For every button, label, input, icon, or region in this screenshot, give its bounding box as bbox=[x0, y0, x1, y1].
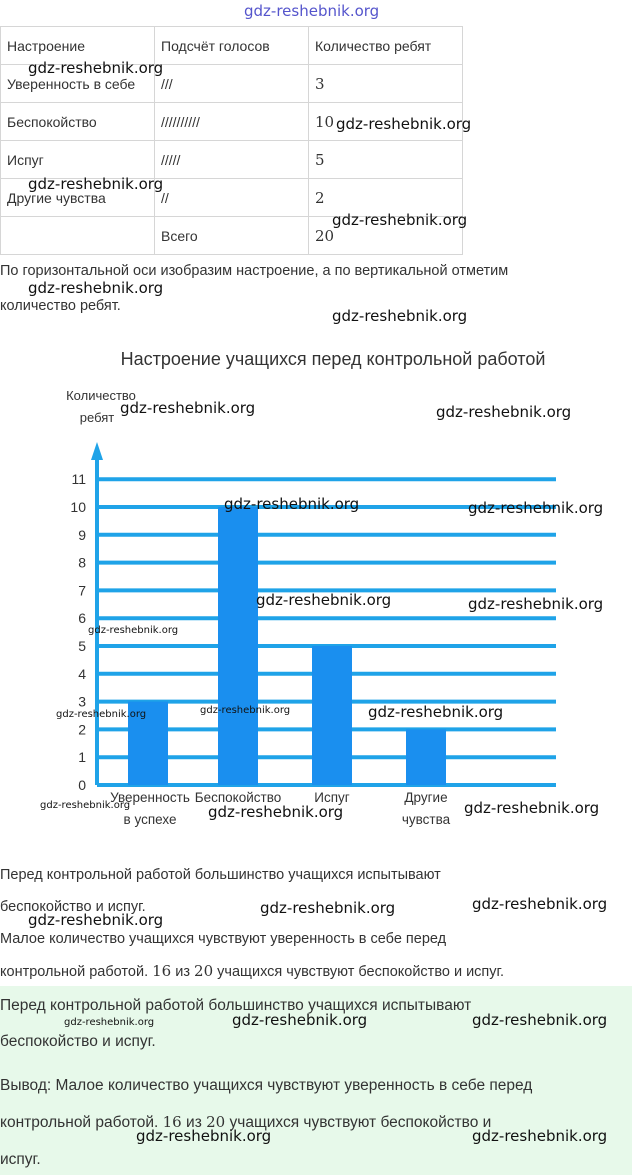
x-category-label: Испуг bbox=[314, 790, 350, 805]
watermark: gdz-reshebnik.org bbox=[88, 625, 179, 636]
conclusion-p1-line1: Перед контрольной работой большинство учащихся испытывают bbox=[0, 997, 472, 1014]
cell-count: 10 bbox=[309, 103, 463, 141]
conclusion-p1-line2: беспокойство и испуг. bbox=[0, 1033, 156, 1050]
watermark: gdz-reshebnik.org bbox=[472, 895, 608, 913]
y-tick-label: 6 bbox=[78, 610, 86, 627]
y-tick-label: 9 bbox=[78, 526, 86, 543]
site-title[interactable]: gdz-reshebnik.org bbox=[244, 2, 380, 20]
number-20: 20 bbox=[206, 1113, 226, 1131]
text-fragment: из bbox=[175, 964, 191, 980]
watermark: gdz-reshebnik.org bbox=[468, 595, 604, 613]
text-fragment: учащихся чувствуют беспокойство и испуг. bbox=[217, 964, 505, 980]
text-p2-line1: Малое количество учащихся чувствуют уверенность в себе перед bbox=[0, 931, 447, 947]
text-p1-line2: беспокойство и испуг. bbox=[0, 899, 146, 915]
cell-mood bbox=[1, 217, 155, 255]
watermark: gdz-reshebnik.org bbox=[56, 709, 147, 720]
conclusion-p2-line3: испуг. bbox=[0, 1151, 41, 1168]
intro-line-1: По горизонтальной оси изобразим настроение, а по вертикальной отметим bbox=[0, 263, 509, 279]
text-p1-line1: Перед контрольной работой большинство учащихся испытывают bbox=[0, 867, 441, 883]
watermark: gdz-reshebnik.org bbox=[28, 279, 164, 297]
x-category-label: чувства bbox=[401, 812, 451, 827]
text-fragment: учащихся чувствуют беспокойство и bbox=[229, 1114, 492, 1131]
watermark: gdz-reshebnik.org bbox=[468, 499, 604, 517]
y-tick-label: 2 bbox=[78, 721, 86, 738]
cell-tally: ///// bbox=[155, 141, 309, 179]
cell-mood: Другие чувства bbox=[1, 179, 155, 217]
bar-3 bbox=[406, 729, 446, 785]
y-axis-arrow-icon bbox=[91, 442, 103, 460]
bar-2 bbox=[312, 646, 352, 785]
cell-total-label: Всего bbox=[155, 217, 309, 255]
watermark: gdz-reshebnik.org bbox=[256, 591, 392, 609]
y-tick-label: 1 bbox=[78, 749, 86, 766]
watermark: gdz-reshebnik.org bbox=[336, 115, 472, 133]
y-axis-label-line1: Количество bbox=[66, 388, 136, 403]
x-category-label: в успехе bbox=[123, 812, 177, 827]
text-fragment: из bbox=[186, 1114, 202, 1131]
watermark: gdz-reshebnik.org bbox=[200, 705, 291, 716]
cell-mood: Уверенность в себе bbox=[1, 65, 155, 103]
y-tick-label: 7 bbox=[78, 582, 86, 599]
x-category-label: Уверенность bbox=[110, 790, 190, 805]
y-tick-label: 3 bbox=[78, 693, 86, 710]
y-tick-label: 11 bbox=[71, 471, 86, 488]
watermark: gdz-reshebnik.org bbox=[472, 1011, 608, 1029]
text-fragment: контрольной работой. bbox=[0, 1114, 159, 1131]
watermark: gdz-reshebnik.org bbox=[40, 800, 131, 811]
conclusion-p2-line1: Вывод: Малое количество учащихся чувствуют уверенность в себе перед bbox=[0, 1077, 533, 1094]
x-category-label: Другие bbox=[404, 790, 448, 805]
cell-count: 5 bbox=[309, 141, 463, 179]
watermark: gdz-reshebnik.org bbox=[28, 911, 164, 929]
watermark: gdz-reshebnik.org bbox=[332, 211, 468, 229]
watermark: gdz-reshebnik.org bbox=[472, 1127, 608, 1145]
bar-1 bbox=[218, 507, 258, 785]
intro-line-2: количество ребят. bbox=[0, 298, 121, 314]
watermark: gdz-reshebnik.org bbox=[64, 1017, 155, 1028]
watermark: gdz-reshebnik.org bbox=[464, 799, 600, 817]
header-tally: Подсчёт голосов bbox=[155, 27, 309, 65]
x-category-label: Беспокойство bbox=[194, 790, 282, 805]
watermark: gdz-reshebnik.org bbox=[28, 59, 164, 77]
y-tick-label: 4 bbox=[78, 665, 86, 682]
y-tick-label: 10 bbox=[70, 499, 86, 515]
watermark: gdz-reshebnik.org bbox=[232, 1011, 368, 1029]
watermark: gdz-reshebnik.org bbox=[224, 495, 360, 513]
text-p2-line2 bbox=[0, 962, 504, 981]
watermark: gdz-reshebnik.org bbox=[136, 1127, 272, 1145]
text-fragment: контрольной работой. bbox=[0, 964, 149, 980]
cell-mood: Испуг bbox=[1, 141, 155, 179]
cell-mood: Беспокойство bbox=[1, 103, 155, 141]
cell-total: 20 bbox=[309, 217, 463, 255]
watermark: gdz-reshebnik.org bbox=[28, 175, 164, 193]
watermark: gdz-reshebnik.org bbox=[436, 403, 572, 421]
table-row bbox=[1, 141, 463, 179]
number-20: 20 bbox=[194, 962, 214, 980]
cell-count: 2 bbox=[309, 179, 463, 217]
y-tick-label: 0 bbox=[78, 777, 86, 793]
watermark: gdz-reshebnik.org bbox=[332, 307, 468, 325]
y-tick-label: 8 bbox=[78, 554, 86, 571]
number-16: 16 bbox=[162, 1113, 182, 1131]
y-axis-label-line2: ребят bbox=[79, 410, 115, 425]
watermark: gdz-reshebnik.org bbox=[260, 899, 396, 917]
watermark: gdz-reshebnik.org bbox=[368, 703, 504, 721]
cell-tally: /// bbox=[155, 65, 309, 103]
watermark: gdz-reshebnik.org bbox=[120, 399, 256, 417]
y-tick-label: 5 bbox=[78, 638, 86, 654]
cell-tally: // bbox=[155, 179, 309, 217]
watermark: gdz-reshebnik.org bbox=[208, 803, 344, 821]
cell-tally: ////////// bbox=[155, 103, 309, 141]
chart-title: Настроение учащихся перед контрольной работой bbox=[120, 349, 546, 369]
cell-count: 3 bbox=[309, 65, 463, 103]
header-count: Количество ребят bbox=[309, 27, 463, 65]
number-16: 16 bbox=[152, 962, 172, 980]
header-mood: Настроение bbox=[1, 27, 155, 65]
